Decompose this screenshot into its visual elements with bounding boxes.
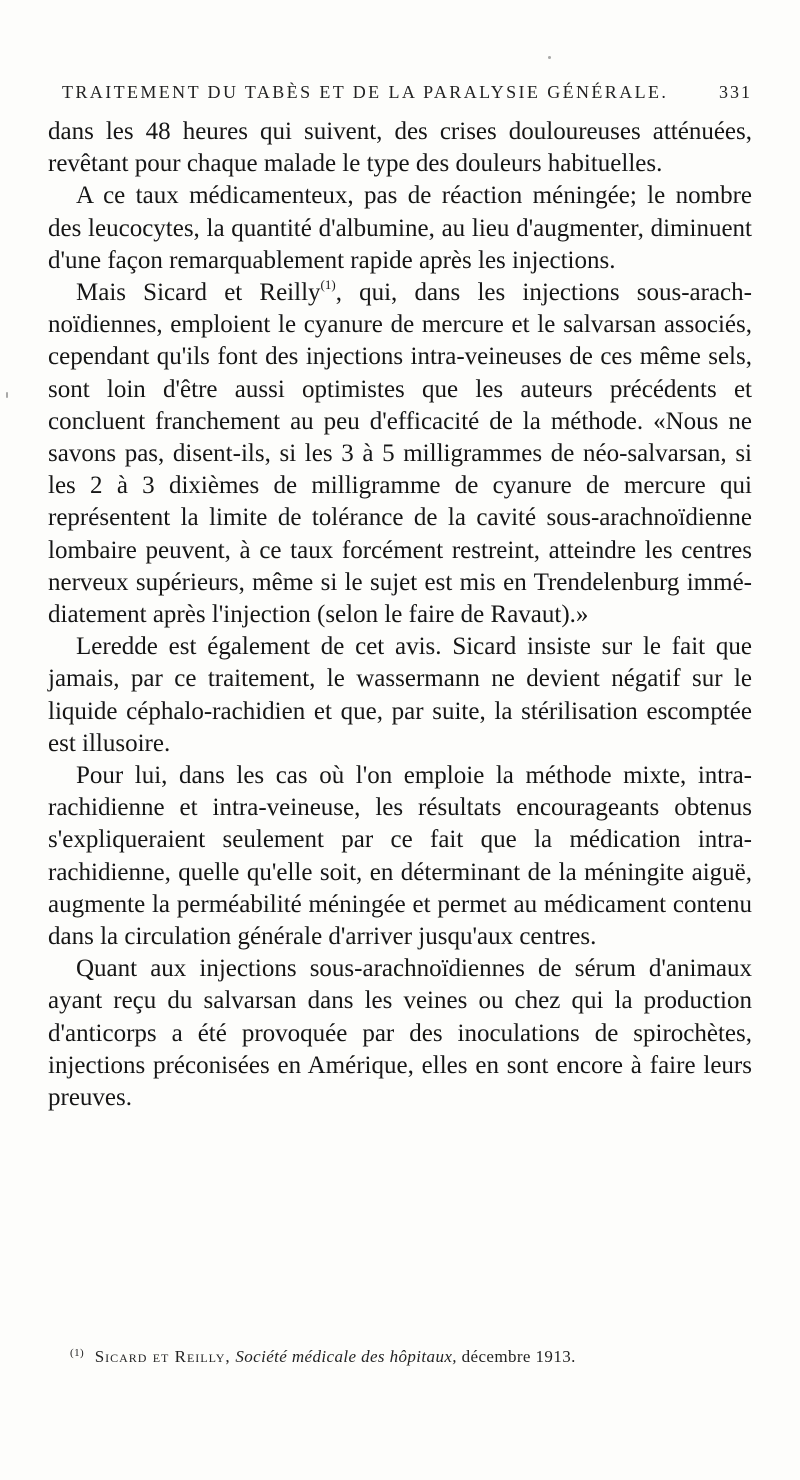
body-text [48, 116, 752, 1114]
running-head [62, 82, 752, 103]
ink-speck [548, 56, 551, 59]
paragraph-text: Mais Sicard et Reilly [76, 279, 321, 307]
paragraph: A ce taux médicamenteux, pas de réaction méningée; le nombre des leucocytes, la quantité d'albumine, au lieu d'augmenter, diminuent d'une façon remarquablement rapide après les injections. [48, 182, 752, 274]
paragraph: Pour lui, dans les cas où l'on emploie la méthode mixte, intra-rachidienne et intra-veineuse, les résultats encourageants obtenus s'expliqueraient seulement par ce fait que la médication intra-rachidienne, quelle qu'elle soit, en déterminant de la méningite aiguë, augmente la perméabilité méningée et permet au médicament contenu dans la circulation générale d'arriver jusqu'aux centres. [48, 762, 752, 951]
paragraph: dans les 48 heures qui suivent, des crises douloureuses atténuées, revêtant pour chaque malade le type des douleurs habituelles. [48, 118, 752, 178]
footnote-reference: (1) [320, 277, 336, 293]
footnote-date: décembre 1913. [461, 1347, 576, 1366]
paragraph: Quant aux injections sous-arachnoïdiennes de sérum d'animaux ayant reçu du salvarsan dans les veines ou chez qui la production d'anticorps a été provoquée par des inoculations de spirochètes, injections préconisées en Amérique, elles en sont encore à faire leurs preuves. [48, 955, 752, 1112]
footnote-mark: (1) [70, 1347, 85, 1359]
footnote [70, 1347, 760, 1367]
running-head-title: TRAITEMENT DU TABÈS ET DE LA PARALYSIE GÉNÉRALE. [62, 82, 669, 102]
footnote-authors: Sicard et Reilly, [94, 1347, 231, 1366]
paragraph [48, 277, 752, 631]
ink-speck [6, 392, 8, 398]
page-number: 331 [719, 82, 752, 102]
paragraph-text: , qui, dans les injections sous-arachnoïdiennes, emploient le cyanure de mercure et le salvarsan associés, cependant qu'ils font des injections intra-veineuses de ces même sels, sont loin d'être aussi optimistes que les auteurs précédents et concluent franchement au peu d'efficacité de la méthode. «Nous ne savons pas, disent-ils, si les 3 à 5 milligrammes de néo-salvarsan, si les 2 à 3 dixièmes de milligramme de cyanure de mercure qui représentent la limite de tolérance de la cavité sous-arachnoïdienne lombaire peuvent, à ce taux forcément restreint, atteindre les centres nerveux supérieurs, même si le sujet est mis en Trendelenburg immédiatement après l'injection (selon le faire de Ravaut).» [48, 279, 752, 629]
paragraph: Leredde est également de cet avis. Sicard insiste sur le fait que jamais, par ce traitement, le wassermann ne devient négatif sur le liquide céphalo-rachidien et que, par suite, la stérilisation escomptée est illusoire. [48, 633, 752, 757]
footnote-journal: Société médicale des hôpitaux, [235, 1347, 457, 1366]
